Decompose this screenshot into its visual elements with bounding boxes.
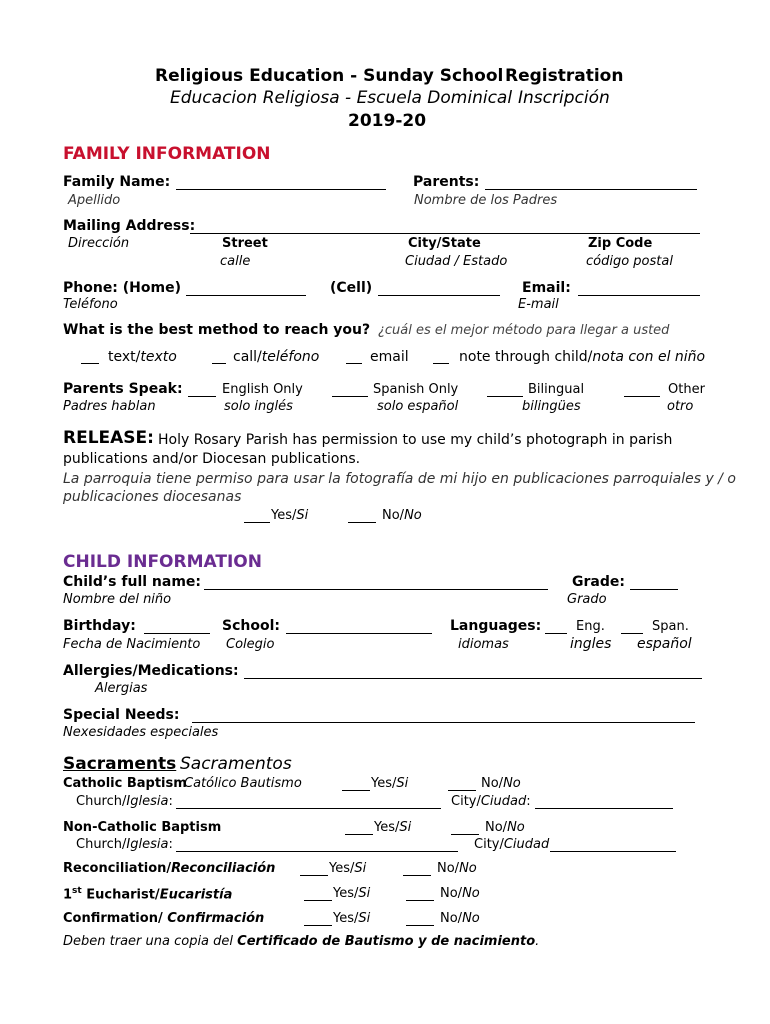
eucharist-yes: [333, 887, 370, 900]
non-catholic-church-field[interactable]: [176, 839, 458, 852]
street-es: calle: [220, 254, 251, 269]
spanish-only-blank[interactable]: [332, 384, 368, 397]
city-state-es: Ciudad / Estado: [405, 254, 508, 269]
non-catholic-yes-blank[interactable]: [345, 822, 373, 835]
confirmation-yes: [333, 912, 370, 925]
non-catholic-city-label: [474, 838, 549, 851]
reconciliation-label: [63, 862, 275, 875]
parents-es: Nombre de los Padres: [414, 193, 558, 208]
title-es: Educacion Religiosa - Escuela Dominical: [170, 88, 513, 108]
other-es: otro: [667, 399, 694, 414]
release-text-en-2: publications and/or Diocesan publications.: [63, 451, 361, 467]
school-label: School:: [222, 618, 280, 634]
allergies-es: Alergias: [95, 681, 148, 696]
child-name-label: Child’s full name:: [63, 574, 202, 590]
phone-home-field[interactable]: [186, 283, 306, 296]
eucharist-ordinal: st: [72, 886, 82, 896]
reconciliation-si: Si: [354, 861, 367, 876]
eucharist-label: [63, 887, 232, 901]
non-catholic-church-text: Church/: [76, 837, 127, 852]
family-name-field[interactable]: [176, 177, 386, 190]
direccion-label: Dirección: [68, 236, 130, 251]
english-only-blank[interactable]: [188, 384, 216, 397]
confirmation-label: [63, 912, 264, 925]
reconciliation-no-label: No/: [437, 861, 460, 876]
reach-question: What is the best method to reach you?: [63, 322, 371, 338]
catholic-iglesia: Iglesia: [126, 794, 169, 809]
non-catholic-no-blank[interactable]: [451, 822, 479, 835]
mailing-label: Mailing Address:: [63, 218, 196, 234]
eucharist-number: 1: [63, 887, 73, 903]
street-label: Street: [222, 236, 268, 251]
spanish-only-es: solo español: [377, 399, 459, 414]
email-option: email: [370, 349, 409, 365]
catholic-city-text: City/: [451, 794, 481, 809]
non-catholic-city-field[interactable]: [550, 839, 676, 852]
release-no-blank[interactable]: [348, 510, 376, 523]
catholic-ciudad: Ciudad: [480, 794, 527, 809]
certificate-note: [63, 935, 539, 948]
release-yes-label: Yes/: [271, 508, 297, 523]
school-es: Colegio: [226, 637, 275, 652]
reconciliation-no-es: No: [459, 861, 477, 876]
eucharist-text: Eucharist/: [81, 887, 160, 903]
english-only: English Only: [222, 382, 303, 397]
grade-es: Grado: [567, 592, 607, 607]
catholic-baptism-no-blank[interactable]: [448, 778, 476, 791]
school-field[interactable]: [286, 621, 432, 634]
reconciliation-no: [437, 862, 477, 875]
release-text-es-1: La parroquia tiene permiso para usar la fotografía de mi hijo en publicaciones parroquiales y / o: [63, 471, 736, 487]
languages-label: Languages:: [450, 618, 542, 634]
catholic-church-field[interactable]: [176, 796, 441, 809]
sacraments-heading-es: Sacramentos: [180, 754, 292, 774]
eng-es: ingles: [570, 636, 612, 652]
certificate-note-pre: Deben traer una copia del: [63, 934, 238, 949]
eucharist-no-blank[interactable]: [406, 888, 434, 901]
eng-label: Eng.: [576, 619, 605, 634]
eucharist-si: Si: [358, 886, 371, 901]
catholic-city-label: City/Ciudad:: [451, 794, 531, 809]
call-option: [233, 350, 319, 364]
parents-field[interactable]: [485, 177, 697, 190]
non-catholic-no-es: No: [507, 820, 525, 835]
sacraments-heading: Sacraments: [63, 754, 177, 774]
cell-label: (Cell): [330, 280, 373, 296]
non-catholic-yes-label: Yes/: [374, 820, 400, 835]
birthday-es: Fecha de Nacimiento: [63, 637, 201, 652]
zip-label: Zip Code: [588, 236, 653, 251]
catholic-baptism-no: [481, 777, 521, 790]
release-no: [382, 509, 422, 522]
confirmation-no: [440, 912, 480, 925]
grade-field[interactable]: [630, 577, 678, 590]
parents-speak-label: Parents Speak:: [63, 381, 183, 397]
non-catholic-yes: [374, 821, 411, 834]
confirmation-no-label: No/: [440, 911, 463, 926]
release-label: RELEASE:: [63, 428, 154, 448]
non-catholic-church-label: Church/Iglesia:: [76, 837, 173, 852]
catholic-city-field[interactable]: [535, 796, 673, 809]
note-option-blank[interactable]: [433, 351, 449, 364]
catholic-baptism-no-label: No/: [481, 776, 504, 791]
special-needs-es: Nexesidades especiales: [63, 725, 219, 740]
other-blank[interactable]: [624, 384, 660, 397]
reconciliation-yes-label: Yes/: [329, 861, 355, 876]
non-catholic-no: [485, 821, 525, 834]
reconciliation-yes: [329, 862, 366, 875]
allergies-field[interactable]: [244, 666, 702, 679]
call-option-blank[interactable]: [212, 351, 226, 364]
eucharist-es: Eucaristía: [159, 887, 233, 903]
child-name-field[interactable]: [204, 577, 548, 590]
reconciliation-no-blank[interactable]: [403, 863, 431, 876]
mailing-field[interactable]: [190, 221, 700, 234]
call-option-label: call/: [233, 349, 262, 365]
eng-blank[interactable]: [545, 621, 567, 634]
email-field[interactable]: [578, 283, 700, 296]
birthday-field[interactable]: [144, 621, 210, 634]
phone-es: Teléfono: [63, 297, 118, 312]
languages-es: idiomas: [458, 637, 509, 652]
confirmation-no-es: No: [462, 911, 480, 926]
release-text-es-2: publicaciones diocesanas: [63, 489, 242, 505]
release-no-es: No: [404, 508, 422, 523]
confirmation-yes-label: Yes/: [333, 911, 359, 926]
catholic-church-label: Church/Iglesia:: [76, 794, 173, 809]
non-catholic-city-text: City/: [474, 837, 504, 852]
non-catholic-iglesia: Iglesia: [126, 837, 169, 852]
confirmation-yes-blank[interactable]: [304, 913, 332, 926]
reach-question-es: ¿cuál es el mejor método para llegar a usted: [378, 323, 670, 338]
note-option: [459, 350, 705, 364]
email-label: Email:: [522, 280, 571, 296]
eucharist-no-label: No/: [440, 886, 463, 901]
family-heading: FAMILY INFORMATION: [63, 144, 271, 164]
bilingual-blank[interactable]: [487, 384, 523, 397]
spanish-only: Spanish Only: [373, 382, 459, 397]
non-catholic-no-label: No/: [485, 820, 508, 835]
span-es: español: [637, 636, 692, 652]
school-year: 2019-20: [348, 111, 427, 131]
non-catholic-baptism-label: Non-Catholic Baptism: [63, 820, 222, 835]
non-catholic-si: Si: [399, 820, 412, 835]
eucharist-no-es: No: [462, 886, 480, 901]
parents-label: Parents:: [413, 174, 480, 190]
zip-es: código postal: [586, 254, 673, 269]
catholic-baptism-label: Catholic Baptism: [63, 776, 187, 791]
english-only-es: solo inglés: [224, 399, 293, 414]
title-inscripcion: Inscripción: [518, 88, 610, 108]
grade-label: Grade:: [572, 574, 625, 590]
release-si: Si: [296, 508, 309, 523]
other: Other: [668, 382, 705, 397]
catholic-baptism-yes-blank[interactable]: [342, 778, 370, 791]
release-text-en-1: Holy Rosary Parish has permission to use my child’s photograph in parish: [158, 432, 673, 448]
email-option-blank[interactable]: [346, 351, 362, 364]
catholic-baptism-si: Si: [396, 776, 409, 791]
confirmation-si: Si: [358, 911, 371, 926]
text-option-blank[interactable]: [81, 351, 99, 364]
phone-home-label: Phone: (Home): [63, 280, 181, 296]
catholic-church-text: Church/: [76, 794, 127, 809]
special-needs-field[interactable]: [192, 710, 695, 723]
title-en: Religious Education - Sunday School: [155, 66, 504, 86]
family-name-label: Family Name:: [63, 174, 171, 190]
allergies-label: Allergies/Medications:: [63, 663, 239, 679]
birthday-label: Birthday:: [63, 618, 136, 634]
catholic-baptism-yes-label: Yes/: [371, 776, 397, 791]
text-option: [108, 350, 177, 364]
email-es: E-mail: [518, 297, 559, 312]
eucharist-no: [440, 887, 480, 900]
release-yes-blank[interactable]: [244, 510, 270, 523]
parents-speak-es: Padres hablan: [63, 399, 156, 414]
catholic-baptism-es: Católico Bautismo: [184, 776, 302, 791]
catholic-baptism-no-es: No: [503, 776, 521, 791]
release-yes: [271, 509, 308, 522]
reconciliation-yes-blank[interactable]: [300, 863, 328, 876]
city-state-label: City/State: [408, 236, 481, 251]
title-registration: Registration: [505, 66, 624, 86]
confirmation-no-blank[interactable]: [406, 913, 434, 926]
eucharist-yes-label: Yes/: [333, 886, 359, 901]
child-name-es: Nombre del niño: [63, 592, 172, 607]
cell-field[interactable]: [378, 283, 500, 296]
note-option-es: nota con el niño: [592, 349, 706, 365]
span-blank[interactable]: [621, 621, 643, 634]
certificate-note-post: .: [535, 934, 540, 949]
child-heading: CHILD INFORMATION: [63, 552, 262, 572]
family-name-es: Apellido: [68, 193, 121, 208]
bilingual: Bilingual: [528, 382, 585, 397]
confirmation-es: Confirmación: [167, 911, 265, 926]
catholic-baptism-yes: [371, 777, 408, 790]
bilingual-es: bilingües: [522, 399, 581, 414]
confirmation-text: Confirmation/: [63, 911, 168, 926]
text-option-label: text/: [108, 349, 141, 365]
special-needs-label: Special Needs:: [63, 707, 180, 723]
certificate-note-bold: Certificado de Bautismo y de nacimiento: [237, 934, 536, 949]
non-catholic-ciudad: Ciudad: [503, 837, 550, 852]
release-no-label: No/: [382, 508, 405, 523]
note-option-label: note through child/: [459, 349, 593, 365]
span-label: Span.: [652, 619, 689, 634]
reconciliation-text: Reconciliation/: [63, 861, 172, 876]
reconciliation-es: Reconciliación: [171, 861, 276, 876]
eucharist-yes-blank[interactable]: [304, 888, 332, 901]
text-option-es: texto: [140, 349, 177, 365]
call-option-es: teléfono: [261, 349, 320, 365]
